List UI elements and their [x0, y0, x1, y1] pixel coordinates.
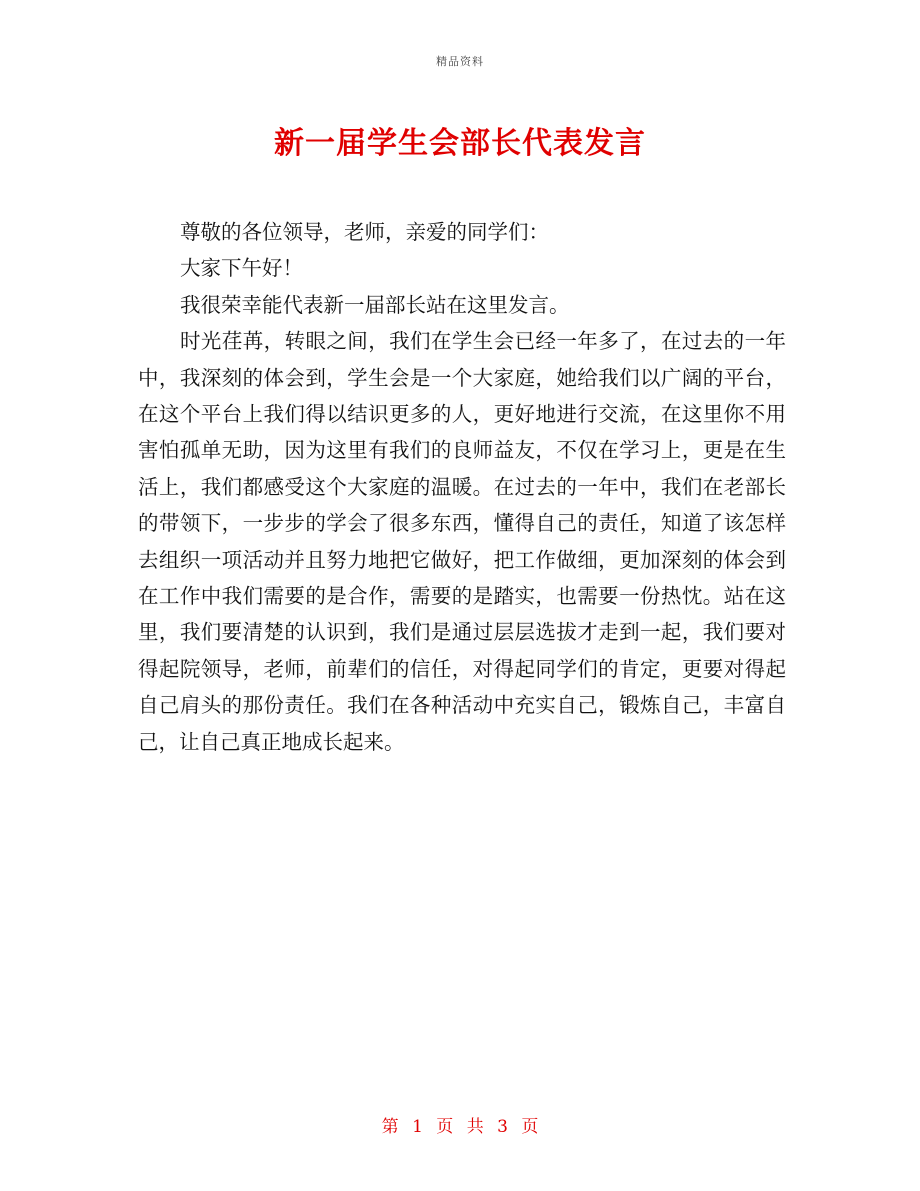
paragraph-main: 时光荏苒，转眼之间，我们在学生会已经一年多了，在过去的一年中，我深刻的体会到，学生会是一个大家庭，她给我们以广阔的平台，在这个平台上我们得以结识更多的人，更好地进行交流，在这里你不用害怕孤单无助，因为这里有我们的良师益友，不仅在学习上，更是在生活上，我们都感受这个大家庭的温暖。在过去的一年中，我们在老部长的带领下，一步步的学会了很多东西，懂得自己的责任，知道了该怎样去组织一项活动并且努力地把它做好，把工作做细，更加深刻的体会到在工作中我们需要的是合作，需要的是踏实，也需要一份热忱。站在这里，我们要清楚的认识到，我们是通过层层选拔才走到一起，我们要对得起院领导，老师，前辈们的信任，对得起同学们的肯定，更要对得起自己肩头的那份责任。我们在各种活动中充实自己，锻炼自己，丰富自己，让自己真正地成长起来。	[138, 329, 786, 754]
header-label: 精品资料	[436, 55, 484, 68]
page-indicator: 第 1 页 共 3 页	[381, 1117, 539, 1137]
document-body	[138, 214, 786, 760]
paragraph-intro: 我很荣幸能代表新一届部长站在这里发言。	[180, 292, 570, 317]
paragraph-salutation: 尊敬的各位领导，老师，亲爱的同学们：	[180, 220, 550, 244]
document-title: 新一届学生会部长代表发言	[274, 126, 646, 161]
paragraph-greeting: 大家下午好！	[180, 256, 304, 281]
